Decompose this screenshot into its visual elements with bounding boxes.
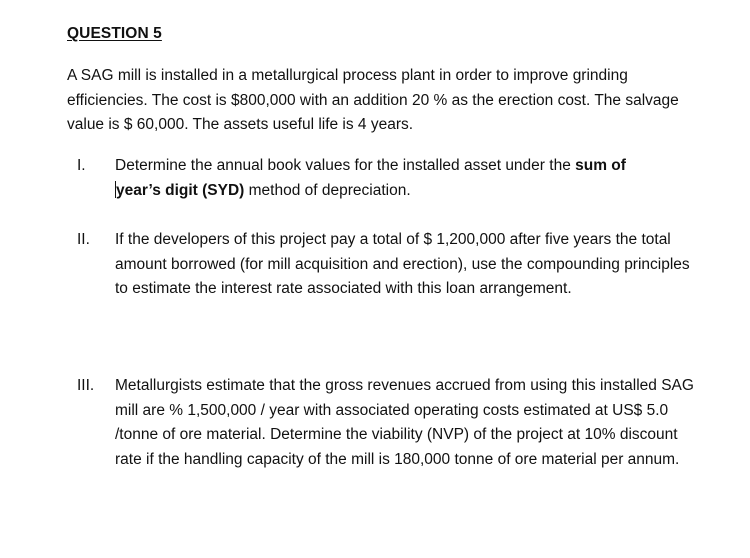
part-1-text-before: Determine the annual book values for the installed asset under the (115, 157, 576, 174)
part-2-text: If the developers of this project pay a total of $ 1,200,000 after five years the total amount borrowed (for mill acquisition and erection), use the compounding principles to estimate the interest rate associated with this loan arrangement. (115, 231, 690, 297)
question-heading: QUESTION 5 (67, 25, 162, 42)
part-3-text: Metallurgists estimate that the gross revenues accrued from using this installed SAG mill are % 1,500,000 / year with associated operating costs estimated at US$ 5.0 /tonne of ore material. Determine the viability (NVP) of the project at 10% discount rate if the handling capacity of the mill is 180,000 tonne of ore material per annum. (115, 377, 694, 468)
part-1-bold-term-b: year’s digit (SYD) (116, 181, 245, 199)
part-1-text (115, 154, 695, 203)
part-2-number: II. (77, 231, 90, 248)
part-1-text-after: method of depreciation. (244, 181, 411, 199)
question-intro: A SAG mill is installed in a metallurgical process plant in order to improve grinding efficiencies. The cost is $800,000 with an addition 20 % as the erection cost. The salvage value is $ 60,000. The assets useful life is 4 years. (67, 67, 679, 133)
part-1-number: I. (77, 157, 86, 174)
part-1-bold-term-a: sum of (575, 157, 626, 174)
part-3-number: III. (77, 377, 95, 394)
